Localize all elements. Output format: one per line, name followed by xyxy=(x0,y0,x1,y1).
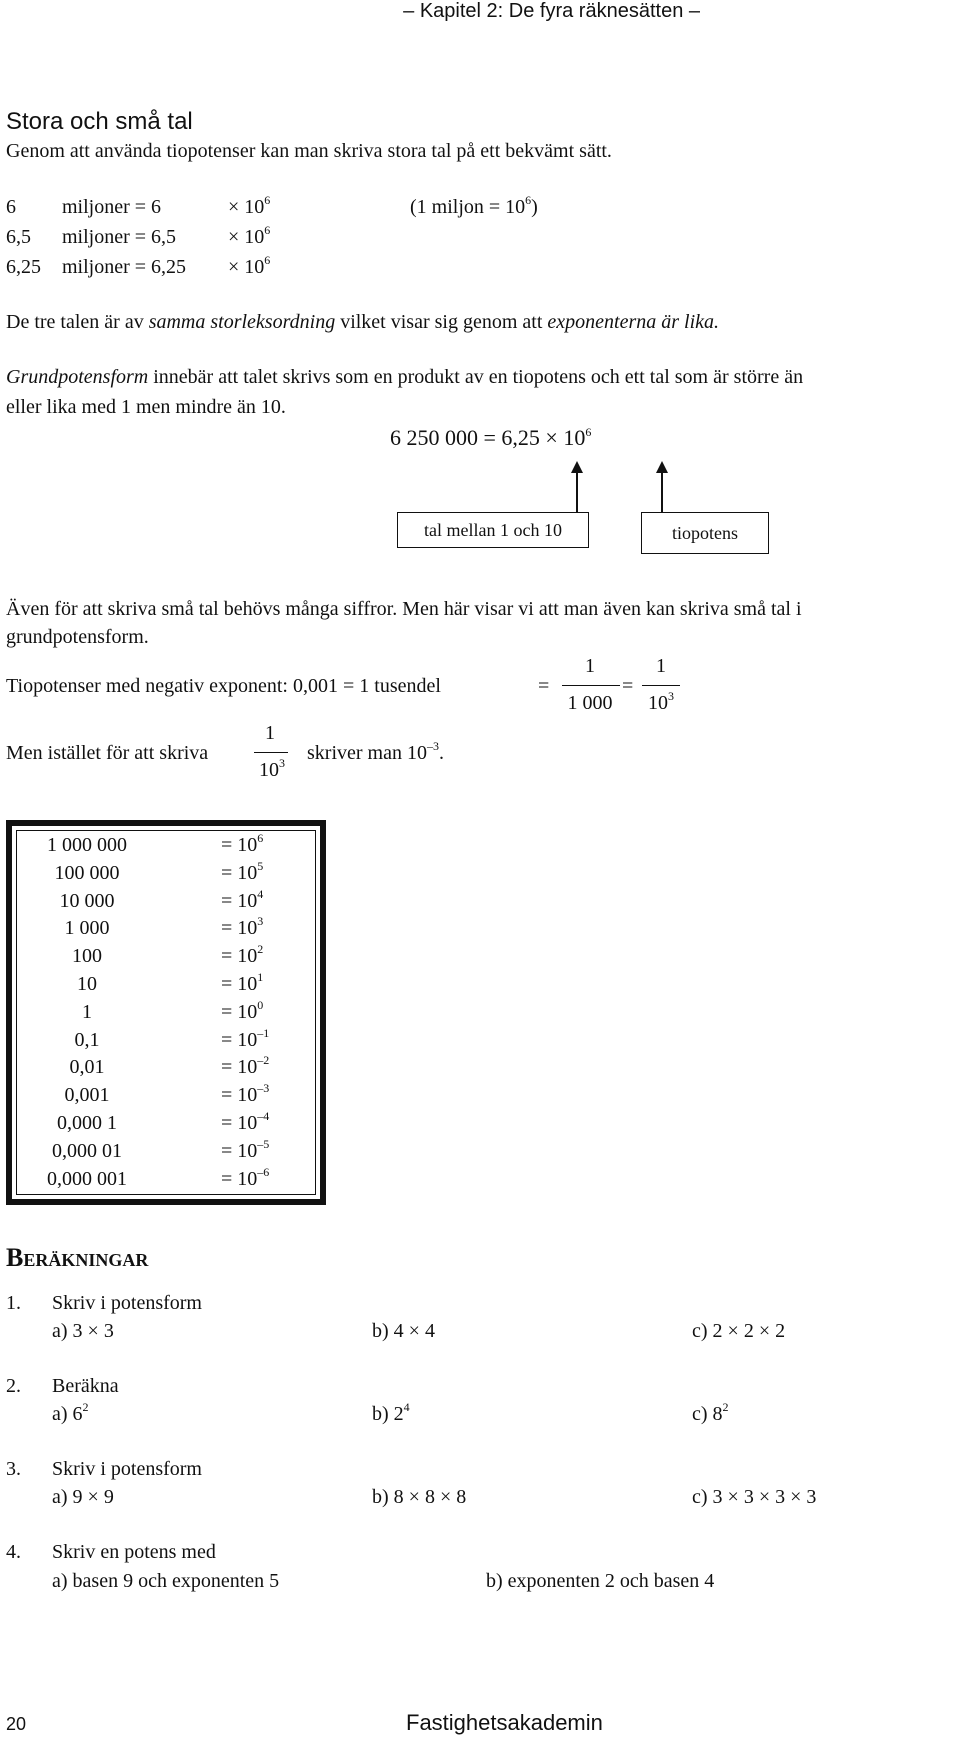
row2-number: 6,5 xyxy=(6,226,31,248)
table-power-value: = $10^5$ xyxy=(221,858,264,884)
exercise-1-number: 1. xyxy=(6,1292,21,1314)
table-power-value: = $10^{-6}$ xyxy=(221,1164,270,1190)
paragraph-small-numbers: Även för att skriva små tal behövs många siffror. Men här visar vi att man även kan skriva små tal i xyxy=(6,598,802,620)
exercise-2-number: 2. xyxy=(6,1375,21,1397)
exercise-4b: b) exponenten 2 och basen 4 xyxy=(486,1570,715,1592)
paragraph-grundpotensform: Grundpotensform innebär att talet skrivs som en produkt av en tiopotens och ett tal som är större än xyxy=(6,366,804,388)
table-row xyxy=(12,831,312,860)
exercise-4a: a) basen 9 och exponenten 5 xyxy=(52,1570,280,1592)
table-row xyxy=(12,1109,312,1138)
table-row xyxy=(12,1136,312,1166)
table-row xyxy=(12,1025,312,1055)
table-decimal-value: 0,001 xyxy=(64,1084,110,1107)
instead-fraction-bar xyxy=(254,752,288,753)
fraction-2-numerator: 1 xyxy=(656,655,666,677)
example-arrows xyxy=(0,0,960,560)
row3-word: miljoner = 6,25 xyxy=(62,256,187,278)
table-row xyxy=(12,1164,312,1194)
section-heading: Stora och små tal xyxy=(6,108,193,135)
exercise-4-title: Skriv en potens med xyxy=(52,1541,216,1563)
table-decimal-value: 100 xyxy=(72,945,102,968)
instead-numerator: 1 xyxy=(265,722,275,744)
equals-1: = xyxy=(538,675,550,697)
exercise-2b: b) $2^4$ xyxy=(372,1400,410,1425)
table-power-value: = $10^{-2}$ xyxy=(221,1053,270,1079)
table-row xyxy=(12,914,312,943)
exercise-2-title: Beräkna xyxy=(52,1375,119,1397)
exercise-3b: b) 8 × 8 × 8 xyxy=(372,1486,467,1508)
table-decimal-value: 0,000 001 xyxy=(47,1167,127,1190)
paragraph-same-magnitude: De tre talen är av samma storleksordning vilket visar sig genom att exponenterna är lika. xyxy=(6,311,719,333)
exercise-1-title: Skriv i potensform xyxy=(52,1292,202,1314)
exercise-3a: a) 9 × 9 xyxy=(52,1486,114,1508)
row3-power: × $10^6$ xyxy=(228,253,271,278)
exercise-1c: c) 2 × 2 × 2 xyxy=(692,1320,786,1342)
row3-number: 6,25 xyxy=(6,256,41,278)
footer-brand: Fastighetsakademin xyxy=(406,1710,603,1735)
instead-text: Men istället för att skriva xyxy=(6,742,209,764)
table-row xyxy=(12,1081,312,1110)
exercises-heading: Beräkningar xyxy=(6,1243,149,1272)
table-decimal-value: 1 000 xyxy=(64,917,110,940)
page-number: 20 xyxy=(6,1714,27,1734)
table-row xyxy=(12,942,312,971)
table-power-value: = $10^{-1}$ xyxy=(221,1025,270,1051)
chapter-header: – Kapitel 2: De fyra räknesätten – xyxy=(403,0,700,22)
table-decimal-value: 1 000 000 xyxy=(47,834,127,856)
arrow-to-power xyxy=(656,461,668,512)
table-power-value: = $10^6$ xyxy=(221,831,264,856)
intro-text: Genom att använda tiopotenser kan man skriva stora tal på ett bekvämt sätt. xyxy=(6,140,612,162)
fraction-1-numerator: 1 xyxy=(585,655,595,677)
table-row xyxy=(12,997,312,1027)
instead-denominator: $10^3$ xyxy=(259,756,285,781)
row2-power: × $10^6$ xyxy=(228,223,271,248)
table-decimal-value: 100 000 xyxy=(54,861,120,884)
table-power-value: = $10^{-4}$ xyxy=(221,1109,270,1134)
exercise-3c: c) 3 × 3 × 3 × 3 xyxy=(692,1486,817,1508)
fraction-1-denominator: 1 000 xyxy=(567,692,613,714)
paragraph-grundpotensform-line2: eller lika med 1 men mindre än 10. xyxy=(6,396,286,418)
table-power-value: = $10^0$ xyxy=(221,997,264,1023)
fraction-2-denominator: $10^3$ xyxy=(648,689,674,714)
fraction-1-bar xyxy=(562,685,620,686)
exercise-3-number: 3. xyxy=(6,1458,21,1480)
table-power-value: = $10^{-3}$ xyxy=(221,1081,270,1107)
equals-2: = xyxy=(622,675,634,697)
fraction-2-bar xyxy=(642,685,680,686)
exercise-3-title: Skriv i potensform xyxy=(52,1458,202,1480)
example-expression: 6 250 $000 = 6,25 \times 10^6$ xyxy=(390,425,592,450)
table-power-value: = $10^2$ xyxy=(221,942,264,968)
powers-of-ten-table xyxy=(6,820,326,1205)
label-box-factor: tal mellan 1 och 10 xyxy=(397,512,589,548)
table-row xyxy=(12,886,312,916)
instead-result: skriver man $10^{-3}$. xyxy=(307,739,444,764)
row1-number: 6 xyxy=(6,196,16,218)
arrow-to-factor xyxy=(571,461,583,512)
row1-word: miljoner = 6 xyxy=(62,196,162,218)
label-box-power: tiopotens xyxy=(641,512,769,554)
table-row xyxy=(12,858,312,888)
table-decimal-value: 10 xyxy=(77,973,97,995)
table-row xyxy=(12,970,312,999)
table-power-value: = $10^1$ xyxy=(221,970,264,995)
table-decimal-value: 1 xyxy=(82,1000,92,1023)
paragraph-small-numbers-line2: grundpotensform. xyxy=(6,626,149,648)
row1-power: × $10^6$ xyxy=(228,193,271,218)
exercise-2a: a) $6^2$ xyxy=(52,1400,89,1425)
table-power-value: = $10^{-5}$ xyxy=(221,1136,270,1162)
exercise-2c: c) $8^2$ xyxy=(692,1400,729,1425)
table-decimal-value: 10 000 xyxy=(59,889,115,912)
table-row xyxy=(12,1053,312,1082)
table-power-value: = $10^4$ xyxy=(221,886,264,912)
table-decimal-value: 0,1 xyxy=(74,1028,100,1051)
negexp-text: Tiopotenser med negativ exponent: 0,001 = 1 tusendel xyxy=(6,675,441,697)
exercise-1a: a) 3 × 3 xyxy=(52,1320,114,1342)
table-power-value: = $10^3$ xyxy=(221,914,264,940)
exercise-4-number: 4. xyxy=(6,1541,21,1563)
table-decimal-value: 0,000 01 xyxy=(52,1139,122,1162)
million-note: (1 miljon = $10^6$) xyxy=(410,193,538,218)
table-decimal-value: 0,000 1 xyxy=(57,1112,117,1134)
table-decimal-value: 0,01 xyxy=(69,1056,105,1079)
exercise-1b: b) 4 × 4 xyxy=(372,1320,435,1342)
row2-word: miljoner = 6,5 xyxy=(62,226,177,248)
